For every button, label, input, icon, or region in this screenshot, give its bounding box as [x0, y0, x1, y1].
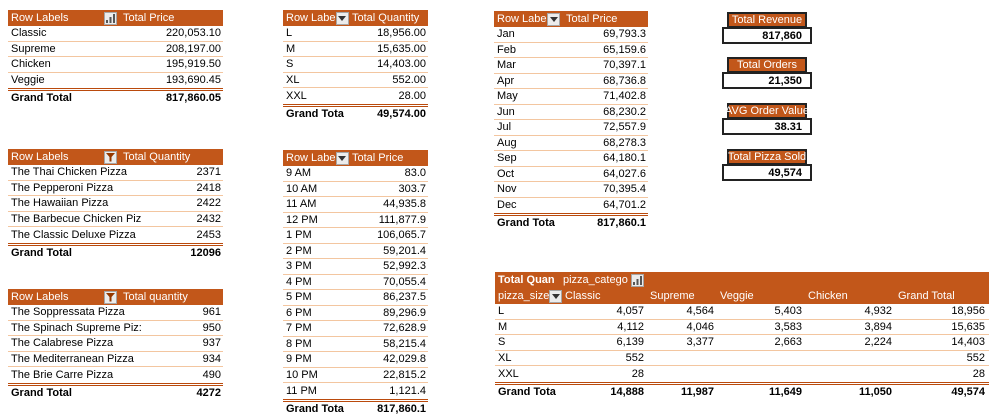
kpi-label: Total Pizza Sold: [727, 151, 807, 163]
row-value: 69,793.3: [603, 28, 646, 41]
row-label: May: [497, 90, 518, 103]
kpi-total-orders: [722, 57, 812, 89]
grand-total-value: 12096: [190, 246, 221, 259]
grand-total-label: Grand Tota: [286, 107, 344, 120]
kpi-label: AVG Order Value: [725, 105, 809, 117]
cell-value: 15,635: [951, 320, 985, 333]
pivot-row: [494, 136, 648, 152]
cell-value: 4,057: [616, 305, 644, 318]
row-field-label: Row Labe: [286, 152, 336, 164]
row-value: 2453: [196, 228, 221, 241]
matrix-row: [495, 366, 989, 382]
column-header: Classic: [565, 290, 601, 302]
cell-value: 3,894: [864, 320, 892, 333]
row-value: 2418: [196, 181, 221, 194]
matrix-row: [495, 335, 989, 351]
pivot-row: [8, 26, 223, 42]
row-label: Sep: [497, 152, 517, 165]
row-field-label: Row Labels: [11, 151, 69, 163]
pivot-row: [283, 290, 428, 306]
kpi-total-revenue: [722, 12, 812, 44]
pivot-row: [8, 336, 223, 352]
row-value: 208,197.00: [165, 42, 221, 55]
grand-total-value: 11,987: [680, 385, 714, 398]
pivot-header-row: [283, 10, 428, 26]
row-label: Oct: [497, 167, 515, 180]
column-field-label: pizza_catego: [563, 274, 628, 286]
row-value: 70,397.1: [603, 59, 646, 72]
column-field-header: [563, 274, 645, 287]
grand-total-label: Grand Tota: [497, 217, 555, 229]
dropdown-icon[interactable]: [547, 13, 560, 26]
row-value: 106,065.7: [377, 229, 426, 242]
pivot-hourly-price: [283, 150, 428, 416]
row-label: The Classic Deluxe Pizza: [11, 228, 136, 241]
pivot-header-row: [8, 149, 223, 165]
row-label: Aug: [497, 136, 517, 149]
row-field-label: Row Labels: [11, 291, 69, 303]
row-label: L: [498, 305, 505, 318]
row-value: 68,230.2: [603, 105, 646, 118]
row-value: 552.00: [392, 73, 426, 86]
pivot-row: [494, 182, 648, 198]
row-value: 70,395.4: [603, 183, 646, 196]
cell-value: 28: [631, 367, 644, 380]
cell-value: 4,046: [686, 320, 714, 333]
row-label: 11 AM: [286, 198, 317, 211]
row-value: 28.00: [398, 89, 426, 102]
matrix-title: Total Quan: [498, 274, 555, 286]
row-label: Feb: [497, 43, 516, 56]
kpi-avg-order-value: [722, 103, 812, 135]
pivot-bottom-pizzas-quantity: [8, 289, 223, 400]
cell-value: 18,956: [951, 305, 985, 318]
value-field-label: Total Price: [123, 12, 175, 24]
pivot-row: [283, 337, 428, 353]
pivot-row: [283, 244, 428, 260]
row-label: Jul: [497, 121, 512, 134]
pivot-header-row: [8, 10, 223, 26]
cell-value: 14,403: [951, 336, 985, 349]
pivot-row: [8, 367, 223, 383]
row-label: L: [286, 27, 293, 40]
row-label: 10 AM: [286, 182, 318, 195]
pivot-row: [283, 228, 428, 244]
pivot-row: [8, 181, 223, 197]
row-value: 83.0: [404, 167, 426, 180]
row-label: The Pepperoni Pizza: [11, 181, 114, 194]
value-field-label: Total quantity: [123, 291, 188, 303]
row-label: M: [286, 42, 296, 55]
grand-total-label: Grand Tota: [286, 402, 344, 415]
matrix-row: [495, 320, 989, 336]
matrix-row: [495, 351, 989, 367]
row-label: The Spinach Supreme Piz:: [11, 321, 142, 334]
row-value: 195,919.50: [165, 58, 221, 71]
pivot-row: [494, 58, 648, 74]
row-label: The Thai Chicken Pizza: [11, 166, 127, 179]
cell-value: 4,112: [617, 320, 644, 333]
pivot-row: [283, 42, 428, 58]
pivot-header-row: [283, 150, 428, 166]
pivot-row: [494, 105, 648, 121]
pivot-row: [494, 151, 648, 167]
grand-total-value: 49,574.00: [377, 107, 426, 120]
pivot-row: [494, 120, 648, 136]
row-label: XXL: [286, 89, 307, 102]
row-label: The Soppressata Pizza: [11, 306, 125, 319]
pivot-row: [283, 88, 428, 104]
kpi-value: 21,350: [722, 72, 812, 89]
column-header: Grand Total: [898, 290, 955, 302]
grand-total-value: 4272: [196, 386, 221, 399]
cell-value: 5,403: [774, 305, 802, 318]
dropdown-icon[interactable]: [549, 290, 562, 303]
row-label: M: [498, 320, 508, 333]
row-label: The Mediterranean Pizza: [11, 352, 134, 365]
grand-total-value: 817,860.1: [597, 217, 646, 229]
pivot-row: [8, 196, 223, 212]
pivot-row: [283, 182, 428, 198]
grand-total-value: 14,888: [610, 385, 644, 398]
matrix-row: [495, 304, 989, 320]
row-value: 86,237.5: [383, 291, 426, 304]
row-value: 64,180.1: [603, 152, 646, 165]
pivot-row: [283, 26, 428, 42]
grand-total-row: [283, 104, 428, 121]
row-value: 71,402.8: [603, 90, 646, 103]
cell-value: 552: [966, 351, 985, 364]
row-value: 14,403.00: [377, 58, 426, 71]
pivot-row: [8, 305, 223, 321]
row-label: 7 PM: [286, 322, 312, 335]
pivot-header-row: [8, 289, 223, 305]
row-value: 72,557.9: [603, 121, 646, 134]
cell-value: 3,583: [774, 320, 802, 333]
grand-total-row: [494, 213, 648, 230]
row-value: 72,628.9: [383, 322, 426, 335]
cell-value: 4,932: [864, 305, 892, 318]
pivot-row: [283, 306, 428, 322]
grand-total-value: 11,050: [858, 385, 892, 398]
row-label: Jan: [497, 28, 515, 41]
pivot-row: [494, 27, 648, 43]
pivot-row: [8, 212, 223, 228]
pivot-row: [283, 383, 428, 399]
grand-total-label: Grand Tota: [498, 385, 556, 398]
pivot-row: [283, 166, 428, 182]
row-label: The Calabrese Pizza: [11, 337, 114, 350]
cell-value: 2,224: [864, 336, 892, 349]
pivot-row: [283, 368, 428, 384]
pivot-row: [283, 213, 428, 229]
pivot-row: [494, 74, 648, 90]
grand-total-row: [8, 88, 223, 105]
pivot-row: [8, 352, 223, 368]
row-value: 68,736.8: [603, 74, 646, 87]
row-label: Dec: [497, 199, 517, 212]
row-value: 18,956.00: [377, 27, 426, 40]
grand-total-label: Grand Total: [11, 386, 72, 399]
row-label: 1 PM: [286, 229, 312, 242]
row-label: Nov: [497, 183, 517, 196]
row-field-header: [8, 291, 118, 304]
row-label: The Hawaiian Pizza: [11, 197, 109, 210]
row-value: 22,815.2: [383, 368, 426, 381]
grand-total-row: [283, 399, 428, 416]
row-field-header: [494, 13, 561, 26]
sort-icon[interactable]: [631, 274, 644, 287]
pivot-row: [494, 167, 648, 183]
row-value: 59,201.4: [383, 244, 426, 257]
row-field-label: Row Labe: [497, 13, 547, 25]
kpi-value: 817,860: [722, 27, 812, 44]
kpi-label: Total Revenue: [727, 12, 807, 28]
grand-total-value: 49,574: [951, 385, 985, 398]
pivot-row: [283, 275, 428, 291]
row-field-label: Row Labels: [11, 12, 69, 24]
grand-total-label: Grand Total: [11, 92, 72, 104]
row-value: 68,278.3: [603, 136, 646, 149]
row-label: 6 PM: [286, 306, 312, 319]
row-value: 937: [202, 337, 221, 350]
row-label: 10 PM: [286, 368, 318, 381]
kpi-value: 38.31: [722, 118, 812, 135]
row-label: 11 PM: [286, 384, 317, 397]
filter-icon[interactable]: [104, 151, 117, 164]
matrix-columns-row: [495, 288, 989, 304]
cell-value: 552: [625, 351, 644, 364]
pivot-size-quantity: [283, 10, 428, 121]
matrix-title-row: [495, 272, 989, 288]
row-value: 64,701.2: [603, 199, 646, 212]
row-value: 2422: [196, 197, 221, 210]
row-label: Classic: [11, 27, 47, 40]
row-value: 934: [202, 352, 221, 365]
grand-total-value: 817,860.05: [165, 92, 221, 104]
pivot-row: [283, 57, 428, 73]
row-value: 65,159.6: [603, 43, 646, 56]
column-header: Veggie: [720, 290, 754, 302]
row-label: 4 PM: [286, 275, 312, 288]
cell-value: 6,139: [616, 336, 644, 349]
pivot-row: [8, 57, 223, 73]
pivot-row: [494, 89, 648, 105]
grand-total-row: [8, 243, 223, 260]
row-label: 9 PM: [286, 353, 312, 366]
cell-value: 28: [972, 367, 985, 380]
row-field-label: Row Labe: [286, 12, 336, 24]
pivot-row: [8, 42, 223, 58]
value-field-label: Total Price: [566, 13, 618, 25]
column-header: Chicken: [808, 290, 848, 302]
row-label: 2 PM: [286, 244, 312, 257]
pivot-category-revenue: [8, 10, 223, 105]
pivot-row: [283, 352, 428, 368]
row-label: S: [498, 336, 506, 349]
row-value: 490: [202, 368, 221, 381]
row-label: Supreme: [11, 42, 56, 55]
pivot-row: [283, 259, 428, 275]
sort-icon[interactable]: [104, 12, 117, 25]
row-field-header: [283, 152, 347, 165]
row-field-label: pizza_size: [498, 290, 550, 302]
pivot-monthly-price: [494, 11, 648, 230]
grand-total-label: Grand Total: [11, 246, 72, 259]
row-label: Veggie: [11, 74, 45, 87]
pivot-row: [8, 227, 223, 243]
row-field-header: [283, 12, 347, 25]
row-label: Mar: [497, 59, 516, 72]
row-value: 64,027.6: [603, 167, 646, 180]
filter-icon[interactable]: [104, 291, 117, 304]
row-value: 44,935.8: [383, 198, 426, 211]
row-value: 2432: [196, 212, 221, 225]
cell-value: 2,663: [774, 336, 802, 349]
pivot-row: [8, 165, 223, 181]
row-value: 303.7: [398, 182, 426, 195]
pivot-row: [8, 73, 223, 89]
grand-total-value: 11,649: [768, 385, 802, 398]
pivot-row: [494, 43, 648, 59]
row-label: S: [286, 58, 294, 71]
row-value: 193,690.45: [165, 74, 221, 87]
row-value: 89,296.9: [383, 306, 426, 319]
grand-total-value: 817,860.1: [377, 402, 426, 415]
row-label: 12 PM: [286, 213, 318, 226]
cell-value: 3,377: [686, 336, 714, 349]
row-value: 52,992.3: [383, 260, 426, 273]
row-field-header: [495, 290, 563, 303]
kpi-total-pizza-sold: [722, 149, 812, 181]
row-label: Jun: [497, 105, 515, 118]
row-label: 3 PM: [286, 260, 312, 273]
row-value: 42,029.8: [383, 353, 426, 366]
kpi-label: Total Orders: [727, 57, 807, 73]
matrix-grand-total-row: [495, 382, 989, 399]
row-label: Apr: [497, 74, 515, 87]
row-label: Chicken: [11, 58, 51, 71]
row-value: 2371: [196, 166, 221, 179]
row-field-header: [8, 12, 118, 25]
row-value: 961: [202, 306, 221, 319]
value-field-label: Total Price: [352, 152, 404, 164]
row-value: 1,121.4: [389, 384, 426, 397]
pivot-row: [283, 197, 428, 213]
row-label: 9 AM: [286, 167, 312, 180]
grand-total-row: [8, 383, 223, 400]
row-value: 111,877.9: [378, 213, 426, 226]
row-label: XL: [286, 73, 300, 86]
pivot-matrix-size-by-category: [495, 272, 989, 399]
row-value: 220,053.10: [165, 27, 221, 40]
row-value: 950: [202, 321, 221, 334]
row-value: 70,055.4: [383, 275, 426, 288]
cell-value: 4,564: [686, 305, 714, 318]
row-label: The Barbecue Chicken Piz: [11, 212, 142, 225]
row-value: 15,635.00: [377, 42, 426, 55]
pivot-row: [283, 73, 428, 89]
row-label: XXL: [498, 367, 519, 380]
row-label: XL: [498, 351, 512, 364]
value-field-label: Total Quantity: [123, 151, 191, 163]
row-label: The Brie Carre Pizza: [11, 368, 114, 381]
row-field-header: [8, 151, 118, 164]
row-label: 8 PM: [286, 337, 312, 350]
value-field-label: Total Quantity: [352, 12, 420, 24]
pivot-row: [283, 321, 428, 337]
column-header: Supreme: [650, 290, 695, 302]
row-label: 5 PM: [286, 291, 312, 304]
pivot-row: [494, 198, 648, 214]
kpi-value: 49,574: [722, 164, 812, 181]
pivot-top-pizzas-quantity: [8, 149, 223, 260]
row-value: 58,215.4: [383, 337, 426, 350]
pivot-row: [8, 321, 223, 337]
pivot-header-row: [494, 11, 648, 27]
